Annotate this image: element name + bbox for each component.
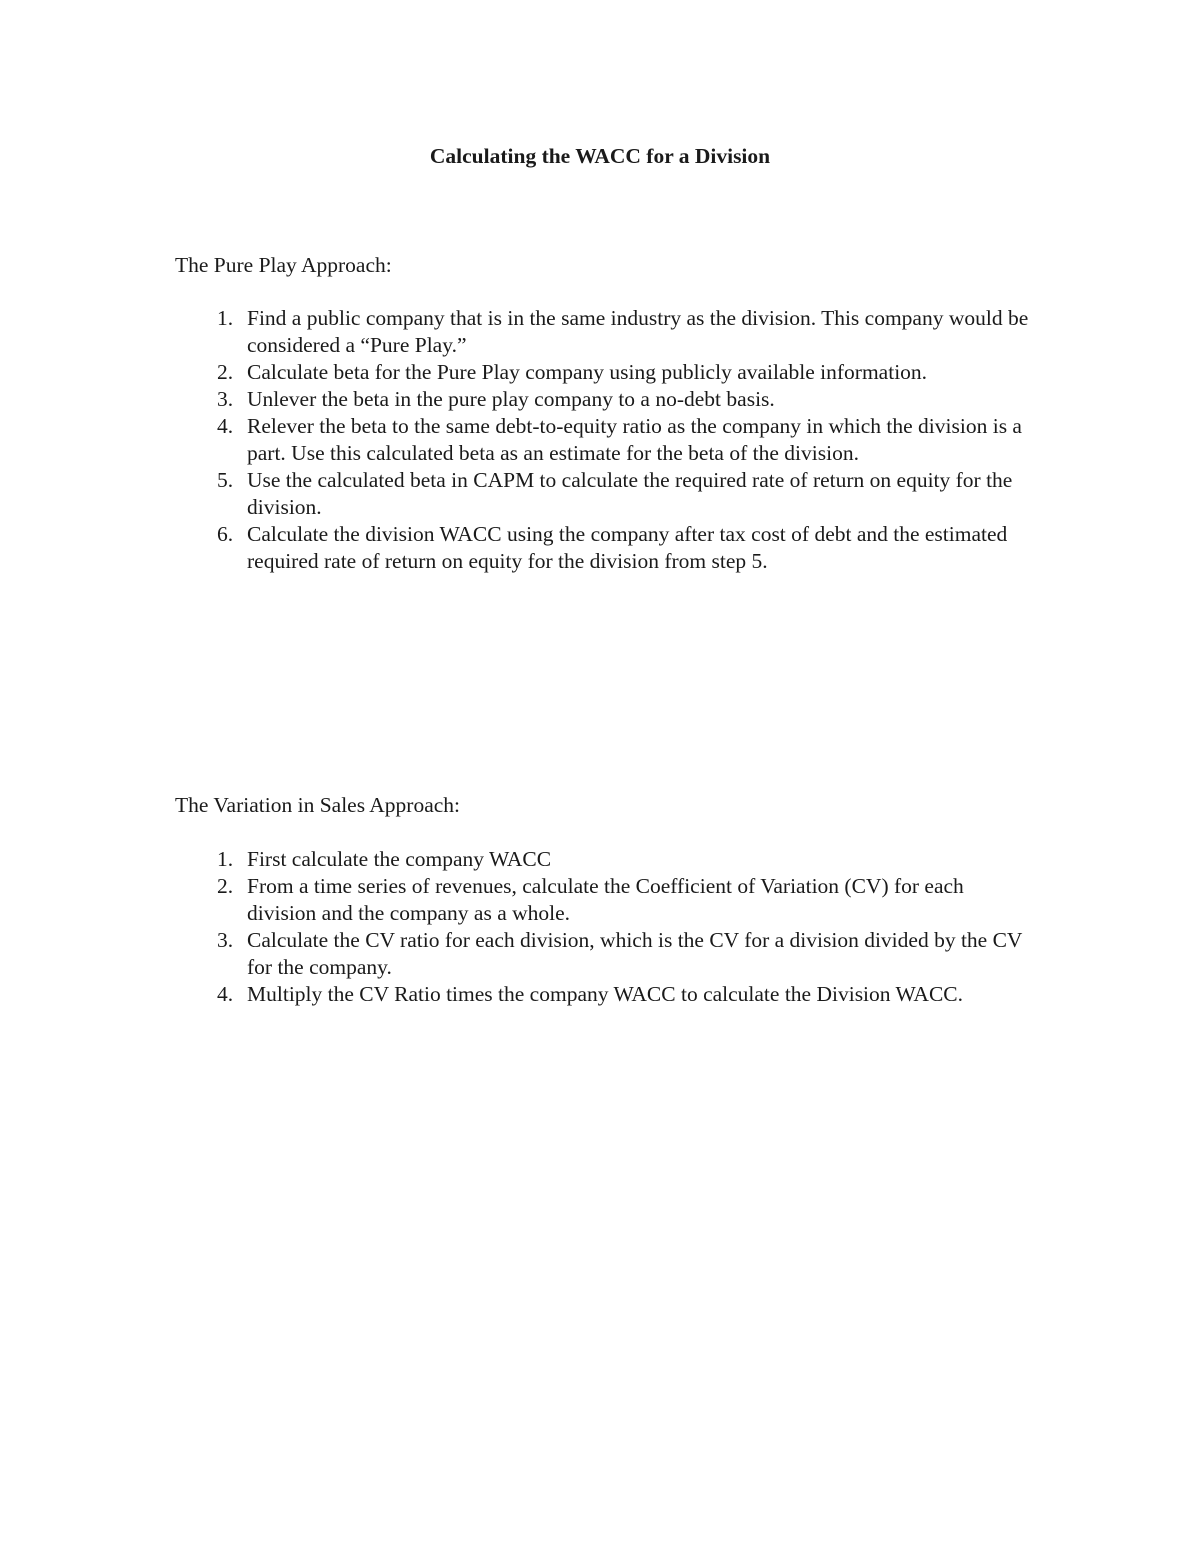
step-text: Calculate beta for the Pure Play company using publicly available information. [247, 360, 928, 384]
step-text: First calculate the company WACC [247, 847, 552, 871]
step-text: Relever the beta to the same debt-to-equity ratio as the company in which the division is a part. Use this calculated beta as an estimate for the beta of the division. [247, 414, 1022, 465]
step-number: 4. [217, 414, 234, 438]
list-item [175, 305, 1035, 359]
step-number: 5. [217, 468, 234, 492]
step-number: 1. [217, 306, 234, 330]
variation-in-sales-steps-list [175, 846, 1035, 1008]
list-item [175, 927, 1035, 981]
document-title: Calculating the WACC for a Division [429, 144, 771, 168]
section-heading-pure-play: The Pure Play Approach: [175, 253, 392, 277]
step-text: Use the calculated beta in CAPM to calculate the required rate of return on equity for the division. [247, 468, 1013, 519]
step-number: 1. [217, 847, 234, 871]
list-item [175, 359, 1035, 386]
step-number: 6. [217, 522, 234, 546]
list-item [175, 981, 1035, 1008]
step-number: 4. [217, 982, 234, 1006]
list-item [175, 467, 1035, 521]
step-number: 3. [217, 387, 234, 411]
step-number: 2. [217, 874, 234, 898]
list-item [175, 873, 1035, 927]
step-number: 2. [217, 360, 234, 384]
list-item [175, 521, 1035, 575]
step-number: 3. [217, 928, 234, 952]
section-heading-variation-in-sales: The Variation in Sales Approach: [175, 793, 461, 817]
list-item [175, 846, 1035, 873]
step-text: From a time series of revenues, calculate the Coefficient of Variation (CV) for each division and the company as a whole. [247, 874, 964, 925]
list-item [175, 386, 1035, 413]
step-text: Find a public company that is in the same industry as the division. This company would be considered a “Pure Play.” [247, 306, 1029, 357]
step-text: Multiply the CV Ratio times the company WACC to calculate the Division WACC. [247, 982, 964, 1006]
list-item [175, 413, 1035, 467]
step-text: Calculate the CV ratio for each division, which is the CV for a division divided by the CV for the company. [247, 928, 1023, 979]
step-text: Calculate the division WACC using the company after tax cost of debt and the estimated required rate of return on equity for the division from step 5. [247, 522, 1008, 573]
pure-play-steps-list [175, 305, 1035, 575]
step-text: Unlever the beta in the pure play company to a no-debt basis. [247, 387, 775, 411]
